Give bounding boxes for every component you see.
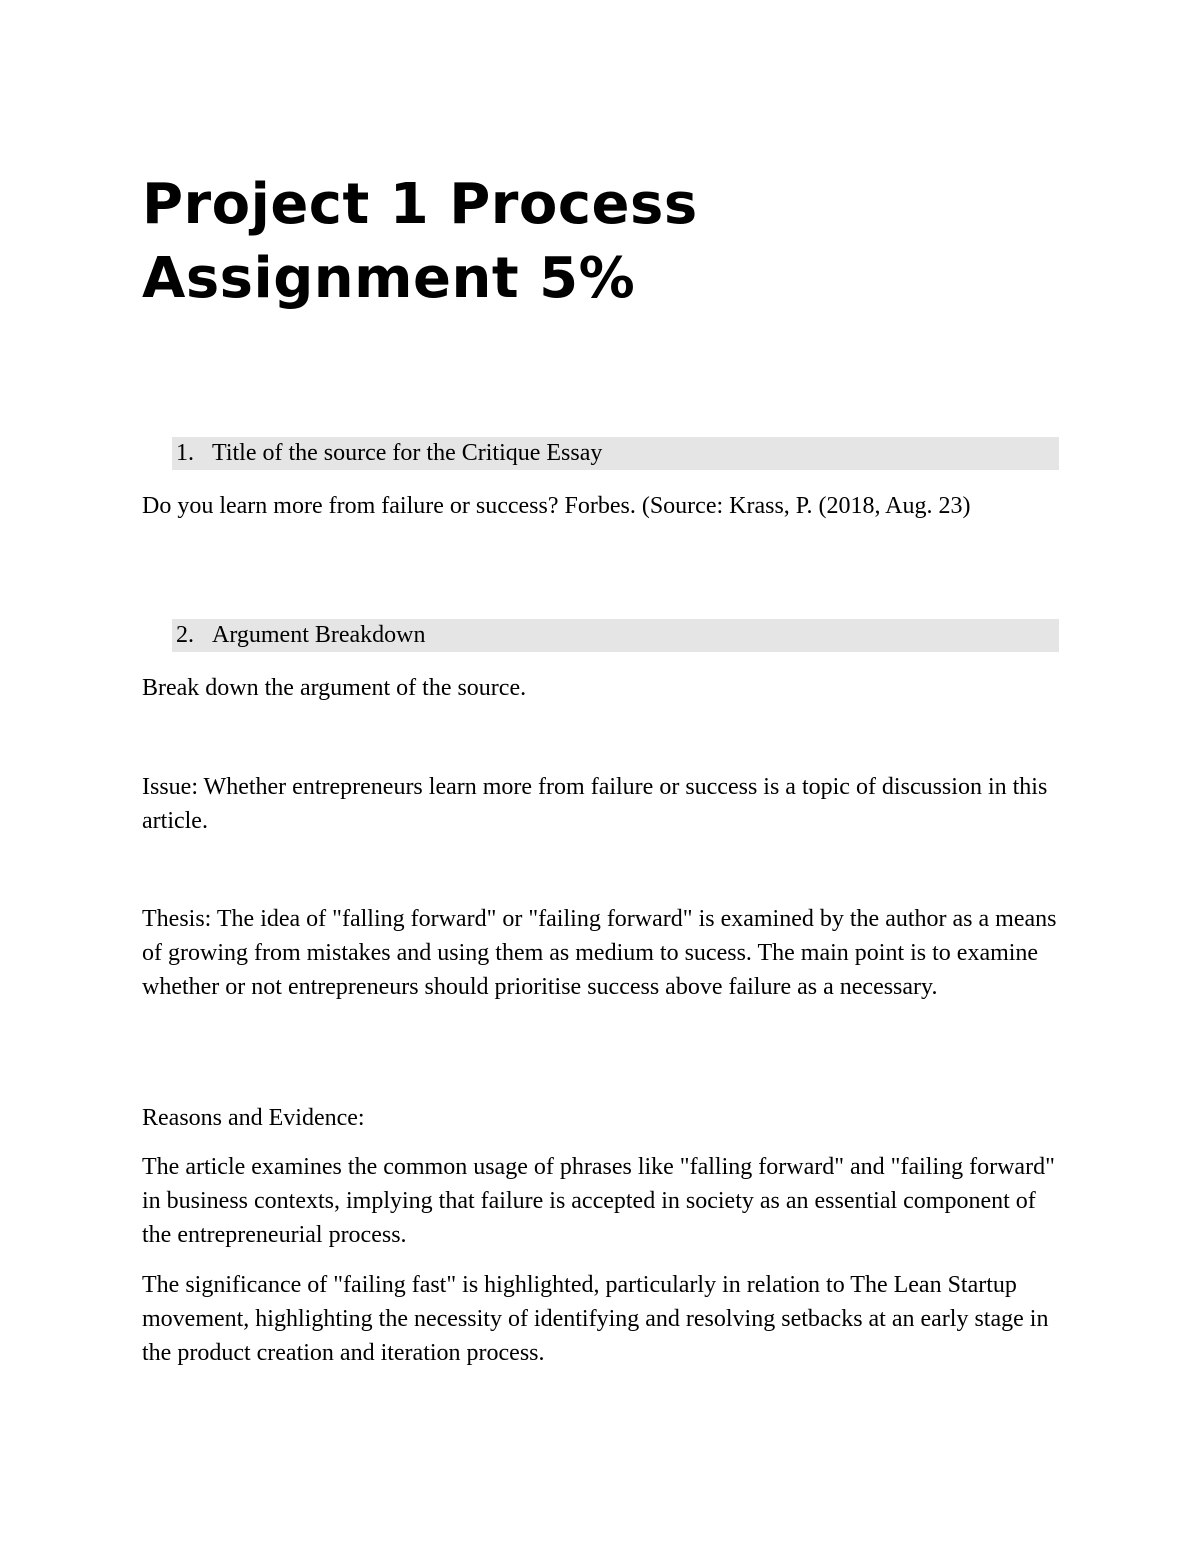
page-title-line-2: Assignment 5% [142, 246, 636, 311]
page-title [142, 168, 1042, 316]
reason-paragraph-2: The significance of "failing fast" is highlighted, particularly in relation to The Lean Startup movement, highlighting the necessity of identifying and resolving setbacks at an early stage in the product creation and iteration process. [142, 1272, 1049, 1366]
section-heading-argument-breakdown [172, 619, 1059, 652]
section-heading-text: Argument Breakdown [212, 622, 426, 648]
section-number: 2. [176, 622, 194, 648]
section-heading-source-title [172, 437, 1059, 470]
breakdown-intro: Break down the argument of the source. [142, 675, 527, 701]
section-number: 1. [176, 440, 194, 466]
issue-paragraph: Issue: Whether entrepreneurs learn more from failure or success is a topic of discussion in this article. [142, 774, 1048, 834]
thesis-paragraph: Thesis: The idea of "falling forward" or "failing forward" is examined by the author as a means of growing from mistakes and using them as medium to sucess. The main point is to examine whether or not entrepreneurs should prioritise success above failure as a necessary. [142, 906, 1057, 1000]
reasons-label: Reasons and Evidence: [142, 1105, 365, 1131]
source-citation: Do you learn more from failure or success? Forbes. (Source: Krass, P. (2018, Aug. 23) [142, 493, 971, 519]
page-title-line-1: Project 1 Process [142, 172, 698, 237]
section-heading-text: Title of the source for the Critique Essay [212, 440, 603, 466]
reason-paragraph-1: The article examines the common usage of phrases like "falling forward" and "failing forward" in business contexts, implying that failure is accepted in society as an essential component of the entrepreneurial process. [142, 1154, 1055, 1248]
